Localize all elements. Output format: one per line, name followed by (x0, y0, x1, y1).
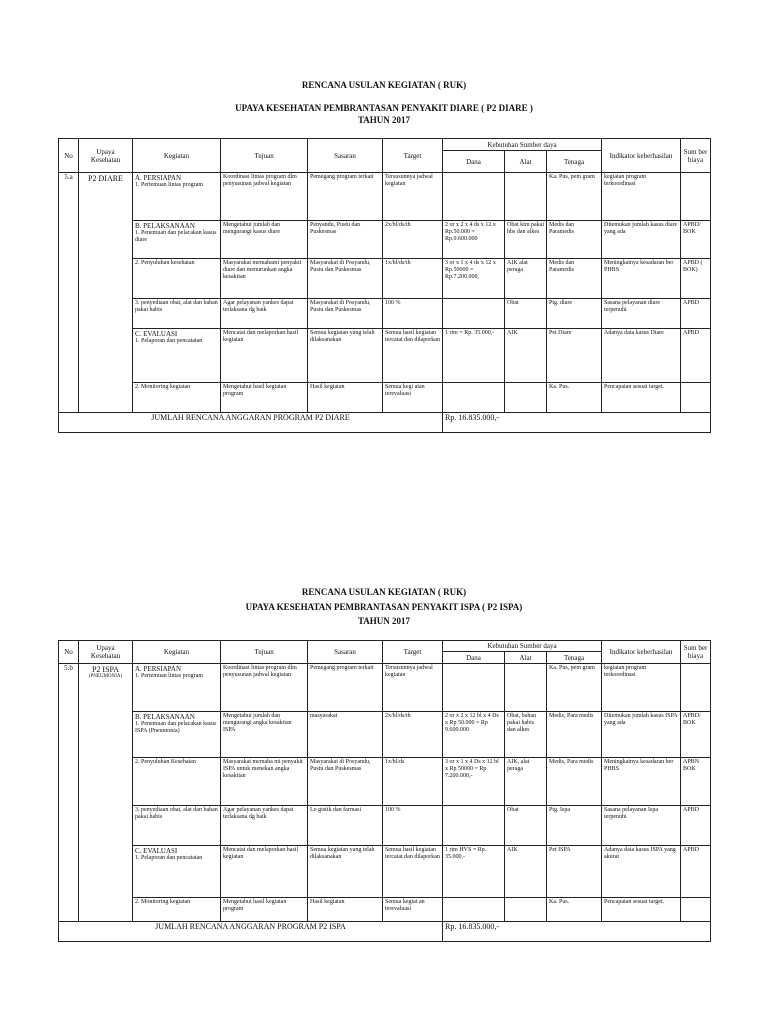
tujuan-cell: Koordinasi lintas program dlm penyusunan jadwal kegiatan (221, 664, 308, 712)
kegiatan-cell (133, 712, 221, 758)
target-cell: Semua kegiat an terevaluasi (383, 898, 443, 922)
sasaran-cell: Masyarakat di Posyandu, Pustu dan Puskesmas (308, 299, 383, 329)
section-2-title-line-1: RENCANA USULAN KEGIATAN ( RUK) (301, 587, 467, 597)
dana-cell: 2 or x 2 x 4 ds x 12 x Rp.50.000 = Rp.9.600.000 (443, 221, 505, 259)
dana-cell (443, 898, 505, 922)
total-label: JUMLAH RENCANA ANGGARAN PROGRAM P2 DIARE (59, 413, 443, 433)
kegiatan-cell (133, 664, 221, 712)
indikator-cell: Sasana pelayanan diare terpenuhi (602, 299, 681, 329)
tujuan-cell: Mengetahui jumlah dan mengurangi angka kesakitan ISPA (221, 712, 308, 758)
kegiatan-text: 3. penyediaan obat, alat dan bahan pakai habis (135, 807, 218, 820)
alat-cell (505, 664, 547, 712)
header-kebutuhan: Kebutuhan Sumber daya (443, 641, 602, 652)
kegiatan-cell (133, 806, 221, 846)
dana-cell: 2 or x 2 x 12 bl x 4 Ds x Rp 50.000 = Rp 9.600.000 (443, 712, 505, 758)
sasaran-cell: Semua kegiatan yang telah dilaksanakan (308, 329, 383, 383)
sumber-cell: APBD (681, 846, 711, 898)
kegiatan-cell (133, 383, 221, 413)
tenaga-cell: Ptg. Ispa (547, 806, 602, 846)
tenaga-cell: Ka. Pus, pem gram (547, 664, 602, 712)
sumber-cell (681, 173, 711, 221)
program-name-cell (79, 664, 133, 922)
tujuan-cell: Koordinasi lintas program dlm penyusunan jadwal kegiatan (221, 173, 308, 221)
phase-label: A. PERSIAPAN (135, 665, 182, 673)
sasaran-cell: Pemegang program terkait (308, 173, 383, 221)
header-kegiatan: Kegiatan (133, 139, 221, 173)
target-cell: 2x/bl/ds/th (383, 712, 443, 758)
sumber-cell: APBN BOK (681, 758, 711, 806)
sasaran-cell: Hasil kegiatan (308, 383, 383, 413)
tenaga-cell: Ka. Pus. (547, 898, 602, 922)
tujuan-cell: Masyarakat memahami penyakit diare dan menurunkan angka kesakitan (221, 259, 308, 299)
target-cell: Semua hasil kegiatan tercatat dan dilaporkan (383, 846, 443, 898)
alat-cell: AIK alat peraga (505, 259, 547, 299)
sumber-cell: APBD ( BOK) (681, 259, 711, 299)
header-sasaran: Sasaran (308, 641, 383, 664)
sumber-cell (681, 383, 711, 413)
section-1-title-line-3: TAHUN 2017 (357, 115, 411, 125)
indikator-cell: Ditemukan jumlah kasus ISPA yang ada (602, 712, 681, 758)
sasaran-cell: Hasil kegiatan (308, 898, 383, 922)
indikator-cell: Adanya data kasus ISPA yang akurat (602, 846, 681, 898)
sasaran-cell: Masyarakat di Posyandu, Pustu dan Puskesmas (308, 259, 383, 299)
section-1-title-line-2: UPAYA KESEHATAN PEMBRANTASAN PENYAKIT DIARE ( P2 DIARE ) (235, 103, 533, 113)
sumber-cell: APBD (681, 299, 711, 329)
target-cell: 100 % (383, 806, 443, 846)
indikator-cell: kegiatan program terkoordinasi (602, 664, 681, 712)
kegiatan-cell (133, 221, 221, 259)
phase-label: B. PELAKSANAAN (135, 713, 195, 721)
indikator-cell: Pencapaian sesuai target. (602, 898, 681, 922)
alat-cell (505, 383, 547, 413)
kegiatan-cell (133, 846, 221, 898)
target-cell: Semua kegi atan terevaluasi (383, 383, 443, 413)
header-sumber: Sum ber biaya (681, 641, 711, 664)
phase-label: C. EVALUASI (135, 847, 178, 855)
total-label: JUMLAH RENCANA ANGGARAN PROGRAM P2 ISPA (59, 922, 443, 942)
target-cell: Tersusunnya jadwal kegiatan (383, 664, 443, 712)
target-cell: Semua hasil kegiatan tercatat dan dilaporkan (383, 329, 443, 383)
tujuan-cell: Agar pelayanan yankes dapat terlaksana dg baik (221, 299, 308, 329)
ruk-table-p2-diare (58, 138, 711, 433)
header-no: No (59, 641, 79, 664)
program-name: P2 DIARE (79, 173, 133, 413)
alat-cell: AIK (505, 329, 547, 383)
kegiatan-text: 3. penyediaan obat, alat dan bahan pakai habis (135, 300, 218, 313)
sasaran-cell: Penyandu, Pustu dan Puskesmas (308, 221, 383, 259)
kegiatan-text: 1. Pertemuan lintas program (135, 182, 203, 188)
dana-cell: 3 or x 1 x 4 Ds x 12 bl x Rp 50000 = Rp 7.200.000,- (443, 758, 505, 806)
header-indikator: Indikator keberhasilan (602, 641, 681, 664)
header-dana: Dana (443, 652, 505, 664)
tujuan-cell: Mengetahui hasil kegiatan program (221, 898, 308, 922)
program-number: 5.a (59, 173, 79, 413)
sasaran-cell: Lo gistik dan farmasi (308, 806, 383, 846)
header-kebutuhan: Kebutuhan Sumber daya (443, 139, 602, 151)
header-alat: Alat (505, 151, 547, 173)
header-tenaga: Tenaga (547, 151, 602, 173)
tenaga-cell: Medis dan Paramedis (547, 259, 602, 299)
phase-label: A. PERSIAPAN (135, 174, 182, 182)
tenaga-cell: Pet Diare (547, 329, 602, 383)
target-cell: 1x/bl/ds (383, 758, 443, 806)
kegiatan-text: 1. Pertemuan lintas program (135, 673, 203, 679)
header-tujuan: Tujuan (221, 139, 308, 173)
header-target: Target (383, 641, 443, 664)
header-kegiatan: Kegiatan (133, 641, 221, 664)
header-upaya: Upaya Kesehatan (79, 641, 133, 664)
section-2-title-line-2: UPAYA KESEHATAN PEMBRANTASAN PENYAKIT ISPA ( P2 ISPA) (245, 602, 523, 612)
dana-cell (443, 664, 505, 712)
tujuan-cell: Mencatat dan melaporkan hasil kegiatan (221, 846, 308, 898)
sumber-cell: APBD/ BOK (681, 221, 711, 259)
kegiatan-cell (133, 758, 221, 806)
phase-label: C. EVALUASI (135, 330, 178, 338)
tenaga-cell: Medis dan Paramedis (547, 221, 602, 259)
indikator-cell: Meningkatnya kesadaran ber PHBS (602, 259, 681, 299)
kegiatan-text: 2. Penyuluhan Kesehatan (135, 759, 196, 765)
dana-cell (443, 383, 505, 413)
program-subname: (PNEUMONIA) (88, 674, 123, 679)
ruk-table-p2-ispa (58, 640, 711, 942)
sumber-cell (681, 898, 711, 922)
kegiatan-text: 1. Pelaporan dan pencatatan (135, 855, 203, 861)
kegiatan-text: 2. Monitoring kegiatan (135, 384, 191, 390)
dana-cell (443, 806, 505, 846)
header-indikator: Indikator keberhasilan (602, 139, 681, 173)
tenaga-cell: Ka. Pus. (547, 383, 602, 413)
program-number: 5.b (59, 664, 79, 922)
header-tujuan: Tujuan (221, 641, 308, 664)
alat-cell: Obat (505, 806, 547, 846)
header-dana: Dana (443, 151, 505, 173)
section-2-title-line-3: TAHUN 2017 (357, 616, 411, 626)
kegiatan-cell (133, 259, 221, 299)
alat-cell: Obat kim pakai hbs dan alkes (505, 221, 547, 259)
tujuan-cell: Mengetahui hasil kegiatan program (221, 383, 308, 413)
indikator-cell: Sasana pelayanan Ispa terpenuhi (602, 806, 681, 846)
kegiatan-cell (133, 329, 221, 383)
indikator-cell: kegiatan program terkoordinasi (602, 173, 681, 221)
phase-label: B. PELAKSANAAN (135, 222, 195, 230)
target-cell: Tersusunnya jadwal kegiatan (383, 173, 443, 221)
tenaga-cell: Ka. Pus, pem gram (547, 173, 602, 221)
tujuan-cell: Mencatat dan melaporkan hasil kegiatan (221, 329, 308, 383)
kegiatan-cell (133, 299, 221, 329)
kegiatan-text: 1. Pelaporan dan pencatatan (135, 338, 203, 344)
alat-cell: Obat, bahan pakai habis dan alkes (505, 712, 547, 758)
alat-cell (505, 898, 547, 922)
total-value: Rp. 16.835.000,- (443, 413, 711, 433)
tujuan-cell: Agar pelayanan yankes dapat terlaksana dg baik (221, 806, 308, 846)
sasaran-cell: Semua kegiatan yang telah dilaksanakan (308, 846, 383, 898)
indikator-cell: Pencapaian sesuai target. (602, 383, 681, 413)
dana-cell: 3 or x 1 x 4 ds x 12 x Rp.50000 = Rp.7.200.000, (443, 259, 505, 299)
dana-cell (443, 173, 505, 221)
tenaga-cell: Ptg. diare (547, 299, 602, 329)
target-cell: 1x/bl/ds/th (383, 259, 443, 299)
total-value: Rp. 16.835.000,- (443, 922, 711, 942)
tujuan-cell: Mengetahui jumlah dan mengurangi kasus diare (221, 221, 308, 259)
alat-cell: AIK, alat peraga (505, 758, 547, 806)
dana-cell: 1 rim HVS = Rp. 35.000,- (443, 846, 505, 898)
kegiatan-cell (133, 173, 221, 221)
tenaga-cell: Medis, Para medis (547, 758, 602, 806)
sumber-cell: APBD (681, 806, 711, 846)
sumber-cell (681, 664, 711, 712)
kegiatan-text: 1. Penemuan dan pelacakan kasus ISPA (Pneumonia) (135, 721, 217, 734)
sasaran-cell: Masyarakat di Posyandu, Pustu dan Puskesmas (308, 758, 383, 806)
section-1-title-line-1: RENCANA USULAN KEGIATAN ( RUK) (301, 80, 467, 90)
kegiatan-text: 2. Penyuluhan kesehatan (135, 260, 195, 266)
header-no: No (59, 139, 79, 173)
header-tenaga: Tenaga (547, 652, 602, 664)
alat-cell: AIK (505, 846, 547, 898)
alat-cell: Obat (505, 299, 547, 329)
indikator-cell: Ditemukan jumlah kasus diare yang ada (602, 221, 681, 259)
sumber-cell: APBD (681, 329, 711, 383)
tenaga-cell: Medis, Para medis (547, 712, 602, 758)
header-sasaran: Sasaran (308, 139, 383, 173)
sasaran-cell: masyarakat (308, 712, 383, 758)
header-alat: Alat (505, 652, 547, 664)
target-cell: 100 % (383, 299, 443, 329)
kegiatan-text: 1. Penemuan dan pelacakan kasus diare (135, 230, 217, 243)
target-cell: 2x/bl/ds/th (383, 221, 443, 259)
indikator-cell: Adanya data kasus Diare (602, 329, 681, 383)
sumber-cell: APBD/ BOK (681, 712, 711, 758)
header-sumber: Sum ber biaya (681, 139, 711, 173)
tujuan-cell: Masyarakat memaha mi penyakit ISPA untuk menekan angka kesakitan (221, 758, 308, 806)
dana-cell (443, 299, 505, 329)
sasaran-cell: Pemegang program terkait (308, 664, 383, 712)
kegiatan-text: 2. Monitoring kegiatan (135, 899, 191, 905)
header-target: Target (383, 139, 443, 173)
alat-cell (505, 173, 547, 221)
program-name: P2 ISPA (91, 665, 120, 674)
dana-cell: 1 rim = Rp. 35.000,- (443, 329, 505, 383)
kegiatan-cell (133, 898, 221, 922)
tenaga-cell: Pet ISPA (547, 846, 602, 898)
indikator-cell: Meningkatnya kesadaran ber PHBS (602, 758, 681, 806)
header-upaya: Upaya Kesehatan (79, 139, 133, 173)
